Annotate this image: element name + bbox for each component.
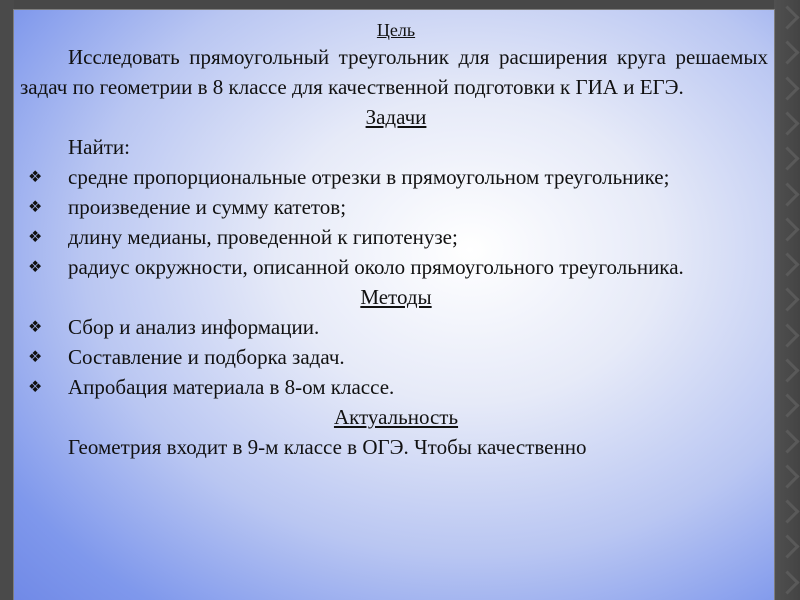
relevance-heading: Актуальность [333, 405, 459, 429]
list-item [20, 222, 772, 252]
chevron-right-icon [775, 323, 799, 347]
chevron-right-icon [775, 288, 799, 312]
side-decoration [776, 0, 798, 600]
slide-content [20, 18, 772, 462]
chevron-right-icon [775, 570, 799, 594]
methods-heading: Методы [360, 285, 432, 309]
list-item [20, 312, 772, 342]
methods-list [20, 312, 772, 402]
chevron-right-icon [775, 358, 799, 382]
chevron-right-icon [775, 535, 799, 559]
goal-heading: Цель [376, 20, 416, 40]
background-left [0, 0, 14, 600]
list-item-text: средне пропорциональные отрезки в прямоугольном треугольнике; [68, 165, 670, 189]
diamond-bullet-icon: ❖ [28, 377, 43, 396]
list-item [20, 162, 772, 192]
chevron-right-icon [775, 429, 799, 453]
chevron-right-icon [775, 76, 799, 100]
chevron-right-icon [775, 464, 799, 488]
diamond-bullet-icon: ❖ [28, 227, 43, 246]
diamond-bullet-icon: ❖ [28, 197, 43, 216]
diamond-bullet-icon: ❖ [28, 317, 43, 336]
chevron-right-icon [775, 41, 799, 65]
diamond-bullet-icon: ❖ [28, 347, 43, 366]
list-item [20, 252, 772, 282]
list-item [20, 372, 772, 402]
tasks-intro: Найти: [68, 135, 130, 159]
chevron-right-icon [775, 182, 799, 206]
list-item-text: радиус окружности, описанной около прямоугольного треугольника. [68, 255, 684, 279]
chevron-right-icon [775, 253, 799, 277]
list-item-text: Апробация материала в 8-ом классе. [68, 375, 395, 399]
list-item-text: произведение и сумму катетов; [68, 195, 347, 219]
chevron-right-icon [775, 147, 799, 171]
diamond-bullet-icon: ❖ [28, 257, 43, 276]
tasks-list [20, 162, 772, 282]
list-item [20, 192, 772, 222]
list-item [20, 342, 772, 372]
chevron-right-icon [775, 6, 799, 30]
chevron-right-icon [775, 394, 799, 418]
relevance-text: Геометрия входит в 9-м классе в ОГЭ. Чтобы качественно [68, 435, 587, 459]
slide [14, 10, 774, 600]
list-item-text: длину медианы, проведенной к гипотенузе; [68, 225, 458, 249]
tasks-heading: Задачи [365, 105, 427, 129]
list-item-text: Составление и подборка задач. [68, 345, 345, 369]
goal-text: Исследовать прямоугольный треугольник для расширения круга решаемых задач по геометрии в 8 классе для качественной подготовки к ГИА и ЕГЭ. [20, 45, 768, 99]
diamond-bullet-icon: ❖ [28, 167, 43, 186]
list-item-text: Сбор и анализ информации. [68, 315, 320, 339]
background-right [774, 0, 800, 600]
chevron-right-icon [775, 217, 799, 241]
chevron-right-icon [775, 111, 799, 135]
chevron-right-icon [775, 500, 799, 524]
